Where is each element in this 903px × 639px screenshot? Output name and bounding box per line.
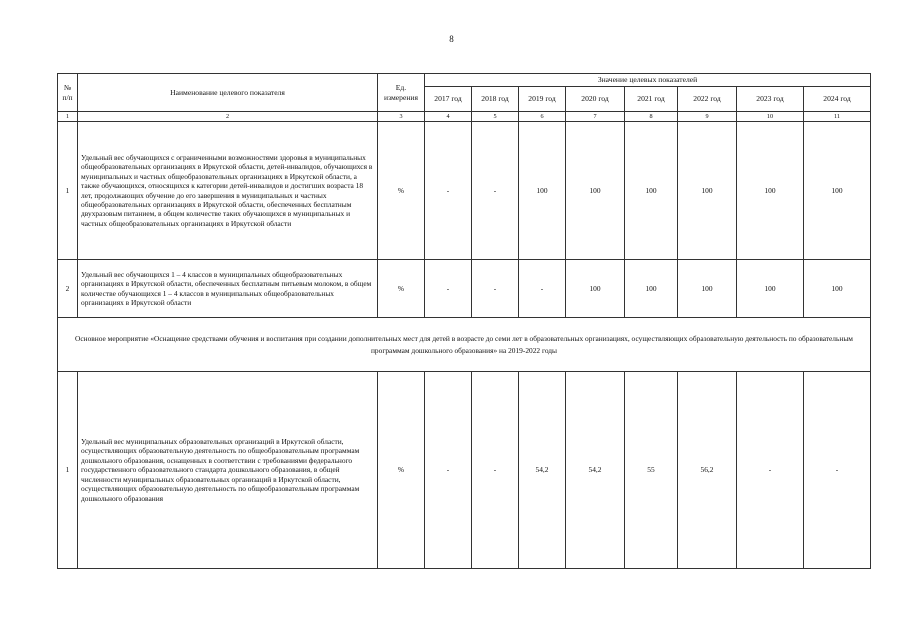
row-num: 2 <box>58 260 78 318</box>
value-cell: 100 <box>678 122 737 260</box>
year-2018: 2018 год <box>472 87 519 112</box>
column-index: 7 <box>566 112 625 122</box>
value-cell: - <box>519 260 566 318</box>
column-index: 11 <box>804 112 871 122</box>
value-cell: 55 <box>625 372 678 569</box>
indicator-name: Удельный вес обучающихся с ограниченными возможностями здоровья в муниципальных общеобразовательных организациях в Иркутской области, детей-инвалидов, обучающихся в муниципальных и частных общеобразовательных организациях в Иркутской области, а также обучающихся, относящихся к категории детей-инвалидов и достигших возраста 18 лет, продолжающих обучение до его завершения в муниципальных и частных общеобразовательных организациях в Иркутской области, обеспеченных бесплатным двухразовым питанием, в общем количестве таких обучающихся в муниципальных и частных общеобразовательных организациях в Иркутской области <box>78 122 378 260</box>
year-2023: 2023 год <box>737 87 804 112</box>
column-index: 2 <box>78 112 378 122</box>
indicator-name: Удельный вес обучающихся 1 – 4 классов в муниципальных общеобразовательных организациях в Иркутской области, обеспеченных бесплатным питьевым молоком, в общем количестве обучающихся 1 – 4 классов в муниципальных общеобразовательных организациях в Иркутской области <box>78 260 378 318</box>
row-num: 1 <box>58 122 78 260</box>
value-cell: - <box>425 122 472 260</box>
column-index: 10 <box>737 112 804 122</box>
column-index: 5 <box>472 112 519 122</box>
value-cell: - <box>472 122 519 260</box>
header-values-group: Значение целевых показателей <box>425 74 871 87</box>
target-indicators-table <box>57 73 871 569</box>
unit-cell: % <box>378 122 425 260</box>
column-index: 1 <box>58 112 78 122</box>
table-row <box>58 122 871 260</box>
column-index: 4 <box>425 112 472 122</box>
value-cell: 100 <box>804 260 871 318</box>
column-index: 9 <box>678 112 737 122</box>
table-row <box>58 372 871 569</box>
header-indicator-name: Наименование целевого показателя <box>78 74 378 112</box>
indicator-name: Удельный вес муниципальных образовательных организаций в Иркутской области, осуществляющих образовательную деятельность по общеобразовательным программам дошкольного образования, оснащенных в соответствии с требованиями федерального государственного образовательного стандарта дошкольного образования, в общей численности муниципальных образовательных организаций в Иркутской области, осуществляющих образовательную деятельность по общеобразовательным программам дошкольного образования <box>78 372 378 569</box>
header-row-group <box>58 74 871 87</box>
row-num: 1 <box>58 372 78 569</box>
value-cell: 54,2 <box>566 372 625 569</box>
value-cell: 100 <box>519 122 566 260</box>
value-cell: - <box>425 372 472 569</box>
year-2024: 2024 год <box>804 87 871 112</box>
value-cell: - <box>472 372 519 569</box>
value-cell: - <box>804 372 871 569</box>
column-index: 8 <box>625 112 678 122</box>
value-cell: 100 <box>804 122 871 260</box>
value-cell: 56,2 <box>678 372 737 569</box>
value-cell: - <box>472 260 519 318</box>
section-row <box>58 318 871 372</box>
value-cell: 100 <box>737 260 804 318</box>
header-num: № п/п <box>58 74 78 112</box>
value-cell: 100 <box>737 122 804 260</box>
year-2020: 2020 год <box>566 87 625 112</box>
value-cell: 100 <box>566 122 625 260</box>
value-cell: 100 <box>678 260 737 318</box>
header-unit: Ед. измерения <box>378 74 425 112</box>
column-index: 6 <box>519 112 566 122</box>
value-cell: 54,2 <box>519 372 566 569</box>
unit-cell: % <box>378 260 425 318</box>
value-cell: - <box>425 260 472 318</box>
value-cell: 100 <box>625 260 678 318</box>
column-index-row <box>58 112 871 122</box>
year-2021: 2021 год <box>625 87 678 112</box>
year-2022: 2022 год <box>678 87 737 112</box>
value-cell: 100 <box>566 260 625 318</box>
year-2017: 2017 год <box>425 87 472 112</box>
table-row <box>58 260 871 318</box>
section-title: Основное мероприятие «Оснащение средствами обучения и воспитания при создании дополнительных мест для детей в возрасте до семи лет в образовательных организациях, осуществляющих образовательную деятельность по образовательным программам дошкольного образования» на 2019-2022 годы <box>58 318 871 372</box>
page-number: 8 <box>449 34 454 44</box>
year-2019: 2019 год <box>519 87 566 112</box>
column-index: 3 <box>378 112 425 122</box>
unit-cell: % <box>378 372 425 569</box>
value-cell: 100 <box>625 122 678 260</box>
value-cell: - <box>737 372 804 569</box>
